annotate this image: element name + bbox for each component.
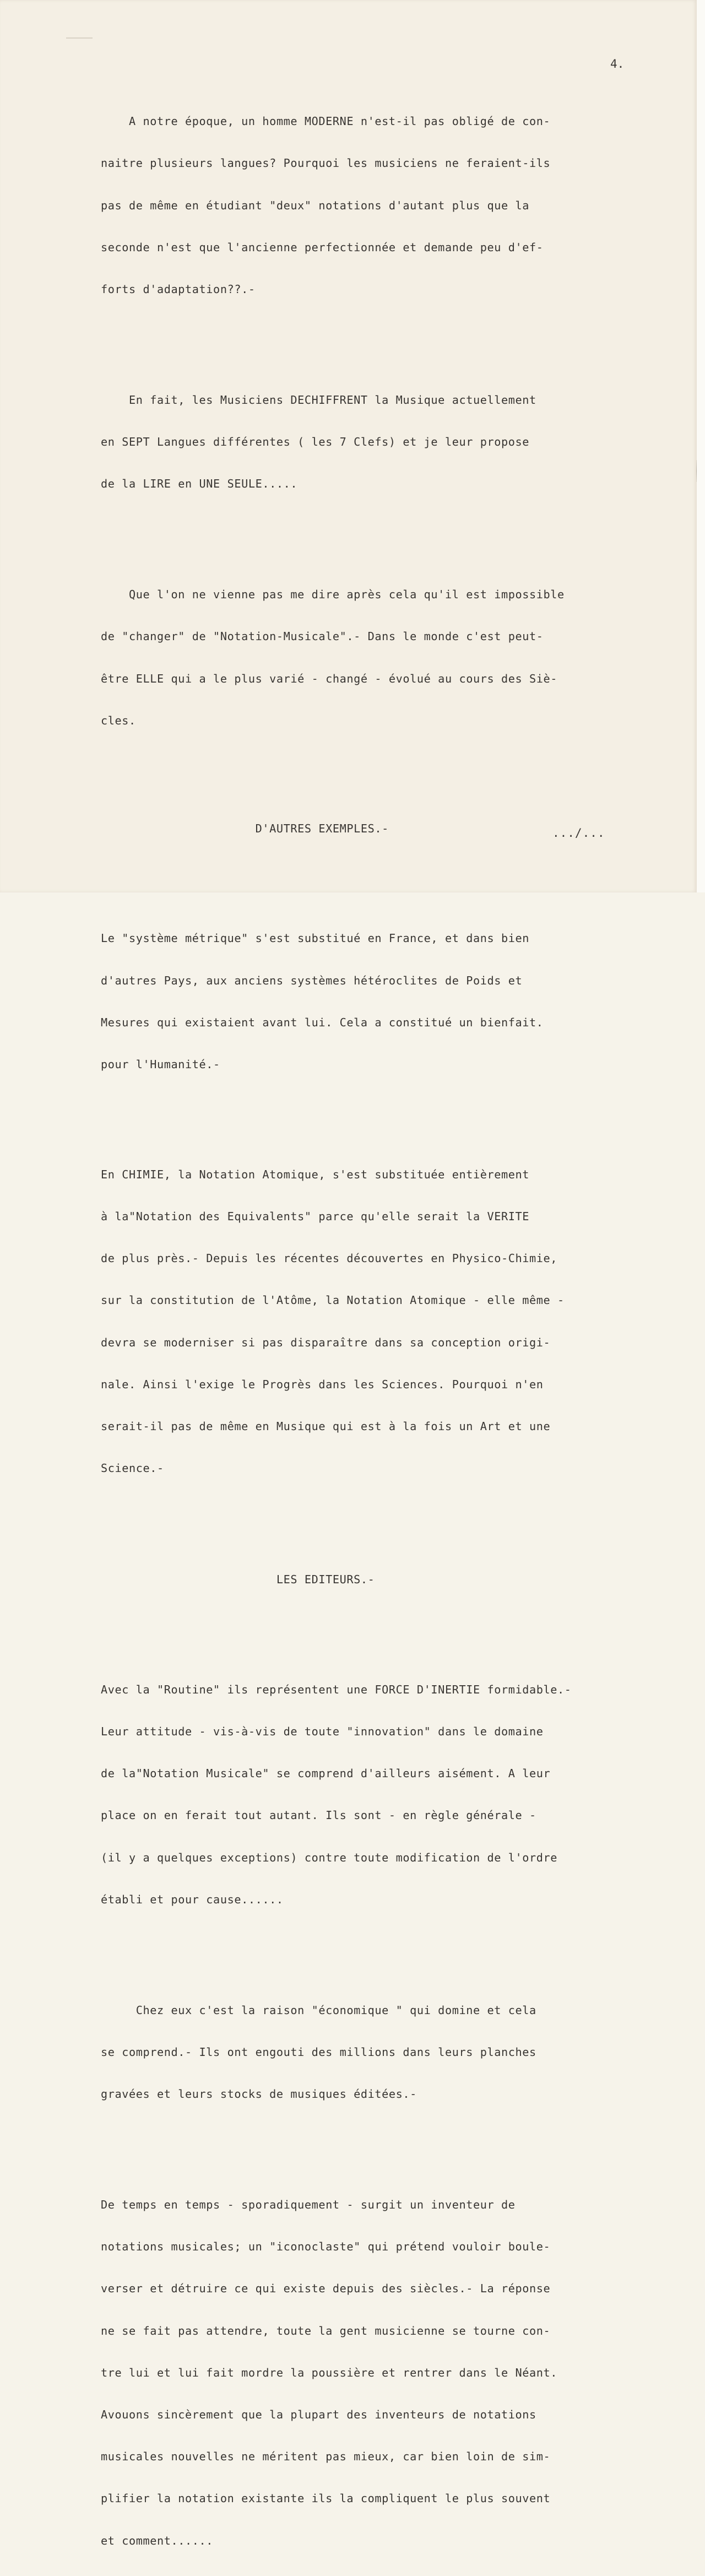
paragraph-5-line-2: à la"Notation des Equivalents" parce qu'elle serait la VERITE xyxy=(101,1210,529,1223)
paragraph-3-line-4: cles. xyxy=(101,713,136,727)
paragraph-8-line-9: et comment...... xyxy=(101,2534,214,2547)
paragraph-6-line-4: place on en ferait tout autant. Ils sont - en règle générale - xyxy=(101,1809,536,1822)
paragraph-6-line-3: de la"Notation Musicale" se comprend d'ailleurs aisément. A leur xyxy=(101,1767,551,1781)
paragraph-gap xyxy=(101,864,685,876)
paragraph-5-line-1: En CHIMIE, la Notation Atomique, s'est substituée entièrement xyxy=(101,1167,529,1181)
paragraph-gap xyxy=(101,2129,685,2142)
paragraph-6-line-6: établi et pour cause...... xyxy=(101,1892,284,1906)
paragraph-5-line-7: serait-il pas de même en Musique qui est à la fois un Art et une xyxy=(101,1420,551,1433)
paragraph-8-line-7: musicales nouvelles ne méritent pas mieux, car bien loin de sim- xyxy=(101,2450,551,2464)
paragraph-2-line-2: en SEPT Langues différentes ( les 7 Clefs) et je leur propose xyxy=(101,435,529,449)
paragraph-7-line-3: gravées et leurs stocks de musiques éditées.- xyxy=(101,2087,417,2101)
paragraph-1-line-3: pas de même en étudiant "deux" notations d'autant plus que la xyxy=(101,198,529,212)
paragraph-4-line-2: d'autres Pays, aux anciens systèmes hétéroclites de Poids et xyxy=(101,973,523,987)
scan-edge xyxy=(697,0,705,892)
paragraph-3-line-3: être ELLE qui a le plus varié - changé - évolué au cours des Siè- xyxy=(101,672,558,685)
paragraph-8-line-2: notations musicales; un "iconoclaste" qui prétend vouloir boule- xyxy=(101,2240,551,2254)
paragraph-5-line-6: nale. Ainsi l'exige le Progrès dans les Sciences. Pourquoi n'en xyxy=(101,1377,544,1391)
paragraph-2-line-3: de la LIRE en UNE SEULE..... xyxy=(101,477,298,491)
paragraph-gap xyxy=(101,324,685,337)
paragraph-4-line-4: pour l'Humanité.- xyxy=(101,1057,220,1071)
paragraph-8-line-4: ne se fait pas attendre, toute la gent musicienne se tourne con- xyxy=(101,2324,551,2337)
paragraph-gap xyxy=(101,1503,685,1517)
paragraph-gap xyxy=(101,756,685,766)
paragraph-1-line-4: seconde n'est que l'ancienne perfectionnée et demande peu d'ef- xyxy=(101,240,544,254)
paragraph-6-line-2: Leur attitude - vis-à-vis de toute "innovation" dans le domaine xyxy=(101,1725,544,1739)
paragraph-1-line-5: forts d'adaptation??.- xyxy=(101,283,256,296)
paragraph-5-line-8: Science.- xyxy=(101,1462,164,1475)
paragraph-5-line-4: sur la constitution de l'Atôme, la Notation Atomique - elle même - xyxy=(101,1294,565,1307)
section-heading-autres-exemples: D'AUTRES EXEMPLES.- xyxy=(101,821,389,835)
paragraph-7-line-2: se comprend.- Ils ont engouti des millions dans leurs planches xyxy=(101,2045,536,2059)
paper-mark xyxy=(66,37,93,39)
paragraph-3-line-2: de "changer" de "Notation-Musicale".- Dans le monde c'est peut- xyxy=(101,630,544,643)
paragraph-3-line-1: Que l'on ne vienne pas me dire après cela qu'il est impossible xyxy=(101,588,565,602)
paragraph-1-line-1: A notre époque, un homme MODERNE n'est-il pas obligé de con- xyxy=(101,115,551,128)
paragraph-8-line-8: plifier la notation existante ils la compliquent le plus souvent xyxy=(101,2492,551,2505)
paragraph-5-line-5: devra se moderniser si pas disparaître dans sa conception origi- xyxy=(101,1335,551,1349)
paragraph-8-line-3: verser et détruire ce qui existe depuis des siècles.- La réponse xyxy=(101,2282,551,2296)
paragraph-6-line-1: Avec la "Routine" ils représentent une FORCE D'INERTIE formidable.- xyxy=(101,1682,572,1696)
paragraph-6-line-5: (il y a quelques exceptions) contre toute modification de l'ordre xyxy=(101,1850,558,1864)
paragraph-5-line-3: de plus près.- Depuis les récentes découvertes en Physico-Chimie, xyxy=(101,1252,558,1265)
typed-text-body xyxy=(101,73,685,2576)
paragraph-4-line-3: Mesures qui existaient avant lui. Cela a constitué un bienfait. xyxy=(101,1015,544,1029)
paragraph-8-line-6: Avouons sincèrement que la plupart des inventeurs de notations xyxy=(101,2407,536,2421)
paragraph-gap xyxy=(101,1935,685,1947)
paragraph-gap xyxy=(101,1100,685,1112)
paragraph-gap xyxy=(101,519,685,532)
paragraph-2-line-1: En fait, les Musiciens DECHIFFRENT la Musique actuellement xyxy=(101,393,536,407)
paragraph-8-line-5: tre lui et lui fait mordre la poussière et rentrer dans le Néant. xyxy=(101,2366,558,2379)
paragraph-7-line-1: Chez eux c'est la raison "économique " qui domine et cela xyxy=(101,2003,536,2017)
paragraph-gap xyxy=(101,1615,685,1627)
page-number: 4. xyxy=(610,57,625,71)
section-heading-les-editeurs: LES EDITEURS.- xyxy=(101,1573,375,1587)
paragraph-1-line-2: naitre plusieurs langues? Pourquoi les musiciens ne feraient-ils xyxy=(101,156,551,170)
paragraph-8-line-1: De temps en temps - sporadiquement - surgit un inventeur de xyxy=(101,2198,516,2211)
paragraph-4-line-1: Le "système métrique" s'est substitué en France, et dans bien xyxy=(101,932,529,945)
continuation-mark: .../... xyxy=(552,826,605,840)
